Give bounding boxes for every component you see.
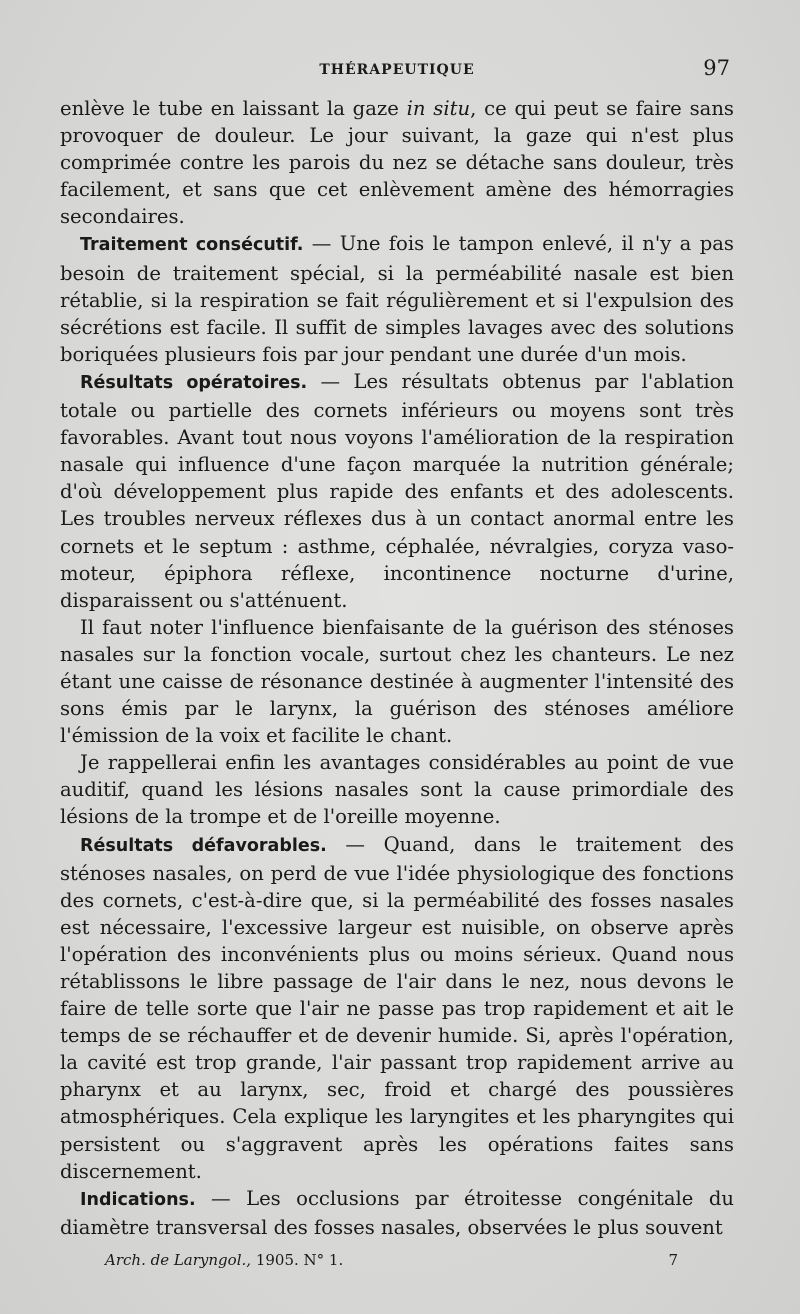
paragraph-resultats-defavorables: Résultats défavorables. — Quand, dans le traitement des sténoses nasales, on perd de vue l'idée physiologique des fonctions des cornets, c'est-à-dire que, si la perméabilité des fosses nasales est nécessaire, l'excessive largeur est nuisible, on observe après l'opération des inconvénients plus ou moins sérieux. Quand nous rétablissons le libre passage de l'air dans le nez, nous devons le faire de telle sorte que l'air ne passe pas trop rapidement et ait le temps de se réchauffer et de devenir humide. Si, après l'opération, la cavité est trop grande, l'air passant trop rapidement arrive au pharynx et au larynx, sec, froid et chargé des poussières atmosphériques. Cela explique les laryngites et les pharyngites qui persistent ou s'aggravent après les opérations faites sans discernement. bbox=[60, 832, 734, 1183]
section-lead: Résultats opératoires. bbox=[80, 372, 308, 393]
section-lead: Traitement consécutif. bbox=[80, 235, 304, 256]
journal-citation: Arch. de Laryngol., 1905. N° 1. bbox=[105, 1250, 344, 1269]
paragraph-traitement: Traitement consécutif. — Une fois le tampon enlevé, il n'y a pas besoin de traitement spécial, si la perméabilité nasale est bien rétablie, si la respiration se fait régulièrement et si l'expulsion des sécrétions est facile. Il suffit de simples lavages avec des solutions boriquées plusieurs fois par jour pendant une durée d'un mois. bbox=[60, 232, 734, 366]
latin-phrase: in situ bbox=[406, 97, 471, 120]
page-number: 97 bbox=[703, 56, 730, 80]
section-lead: Résultats défavorables. bbox=[80, 835, 327, 856]
body-text bbox=[60, 95, 734, 1241]
book-page bbox=[60, 52, 734, 1275]
paragraph-fonction-vocale: Il faut noter l'influence bienfaisante de la guérison des sténoses nasales sur la fonction vocale, surtout chez les chanteurs. Le nez étant une caisse de résonance destinée à augmenter l'intensité des sons émis par le larynx, la guérison des sténoses améliore l'émission de la voix et facilite le chant. bbox=[60, 615, 734, 748]
page-footer bbox=[60, 1251, 734, 1275]
section-lead: Indications. bbox=[80, 1189, 196, 1210]
paragraph-avantages: Je rappellerai enfin les avantages considérables au point de vue auditif, quand les lésions nasales sont la cause primordiale des lésions de la trompe et de l'oreille moyenne. bbox=[60, 751, 734, 829]
paragraph-continuation: enlève le tube en laissant la gaze in situ, ce qui peut se faire sans provoquer de douleur. Le jour suivant, la gaze qui n'est plus comprimée contre les parois du nez se détache sans douleur, très facilement, et sans que cet enlèvement amène des hémorragies secondaires. bbox=[60, 97, 734, 229]
running-title: THÉRAPEUTIQUE bbox=[319, 62, 475, 78]
page-header bbox=[60, 52, 734, 92]
paragraph-resultats-operatoires: Résultats opératoires. — Les résultats obtenus par l'ablation totale ou partielle des cornets inférieurs ou moyens sont très favorables. Avant tout nous voyons l'amélioration de la respiration nasale qui influence d'une façon marquée la nutrition générale; d'où développement plus rapide des enfants et des adolescents. Les troubles nerveux réflexes dus à un contact anormal entre les cornets et le septum : asthme, céphalée, névralgies, coryza vaso-moteur, épiphora réflexe, incontinence nocturne d'urine, disparaissent ou s'atténuent. bbox=[60, 369, 735, 612]
paragraph-indications: Indications. — Les occlusions par étroitesse congénitale du diamètre transversal des fosses nasales, observées le plus souvent bbox=[60, 1186, 734, 1239]
signature-mark: 7 bbox=[668, 1250, 678, 1269]
